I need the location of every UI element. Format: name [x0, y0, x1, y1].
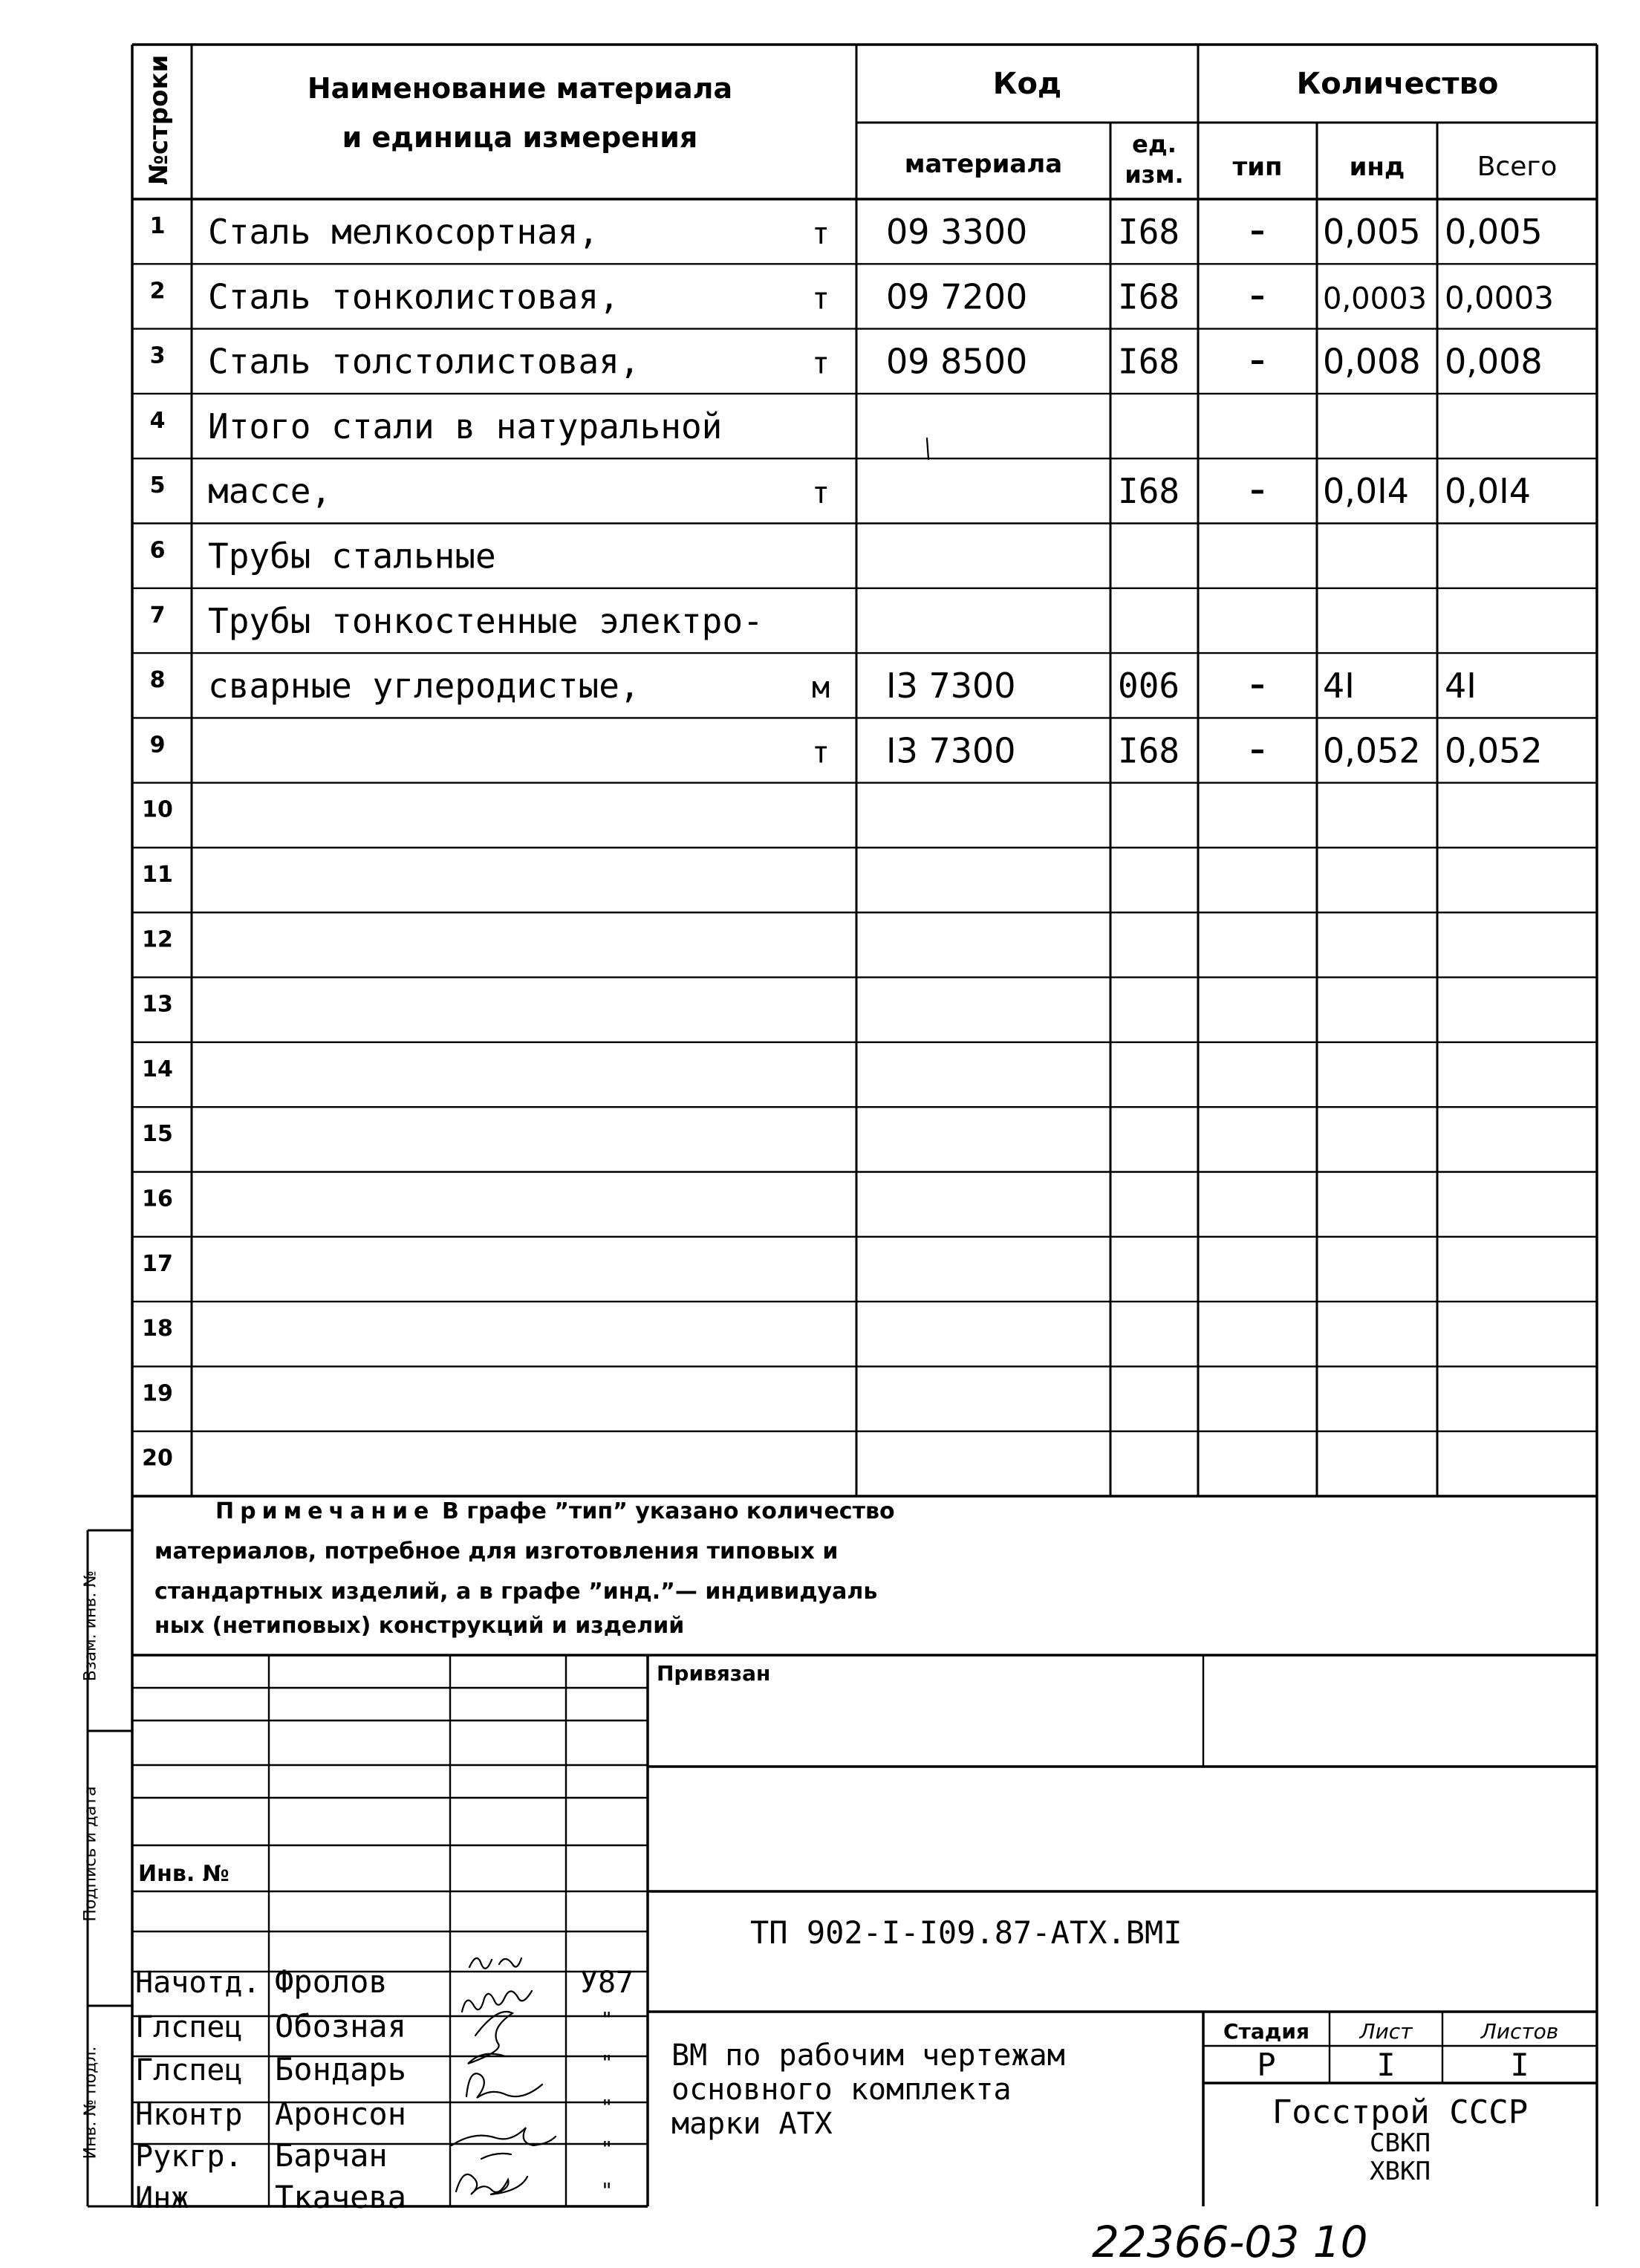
row-number: 3 — [149, 342, 166, 369]
row-number: 19 — [142, 1380, 173, 1407]
row-number: 5 — [149, 472, 166, 499]
row-unit-letter: т — [811, 346, 830, 381]
row-type: – — [1250, 214, 1265, 248]
row-ind: 0,008 — [1323, 341, 1421, 382]
row-ind: 0,0003 — [1323, 282, 1427, 316]
form-texts — [135, 55, 1558, 2264]
note-line-2: материалов, потребное для изготовления типовых и — [154, 1538, 839, 1564]
signature-frolov — [469, 1958, 521, 1969]
row-material-code: 09 7200 — [886, 276, 1028, 317]
stamp-inv-no: Инв. № — [138, 1861, 230, 1887]
row-number: 8 — [149, 667, 166, 694]
row-unit-code: I68 — [1118, 730, 1180, 771]
signature-aronson — [466, 2073, 542, 2098]
stamp-person-date: " — [600, 2007, 614, 2032]
row-number: 15 — [142, 1121, 173, 1148]
row-number: 13 — [142, 991, 173, 1018]
stamp-org-line: Госстрой СССР — [1272, 2093, 1529, 2131]
row-total: 0,0I4 — [1445, 471, 1531, 512]
stamp-person-name: Барчан — [275, 2137, 388, 2174]
stamp-person-date: " — [600, 2095, 614, 2119]
note-line-4: ных (нетиповых) конструкций и изделий — [154, 1613, 685, 1639]
stamp-sheet: I — [1376, 2047, 1396, 2083]
row-material-code: I3 7300 — [886, 730, 1016, 771]
header-ind: инд — [1349, 152, 1405, 182]
row-total: 0,052 — [1445, 730, 1543, 771]
stamp-doc-title-line: марки АТХ — [671, 2107, 833, 2141]
row-unit-letter: т — [811, 476, 830, 511]
row-material-name: Сталь толстолистовая, — [208, 341, 640, 382]
row-unit-code: I68 — [1118, 471, 1180, 512]
row-number: 2 — [149, 278, 166, 305]
row-unit-code: 006 — [1118, 666, 1180, 706]
row-unit-letter: т — [811, 282, 830, 316]
row-material-code: 09 3300 — [886, 212, 1028, 252]
header-material: материала — [904, 149, 1063, 179]
row-number: 16 — [142, 1186, 173, 1212]
stamp-person-role: Рукгр. — [135, 2139, 243, 2174]
stamp-person-date: У87 — [579, 1966, 634, 2000]
stamp-person-name: Бондарь — [275, 2051, 407, 2087]
stamp-person-name: Аронсон — [275, 2096, 407, 2132]
row-material-name: сварные углеродистые, — [208, 666, 640, 706]
row-material-name: Сталь мелкосортная, — [208, 212, 599, 252]
stamp-doc-title-line: ВМ по рабочим чертежам — [671, 2038, 1065, 2073]
row-total: 0,008 — [1445, 341, 1543, 382]
row-unit-code: I68 — [1118, 212, 1180, 252]
row-total: 0,0003 — [1445, 279, 1554, 316]
header-total: Всего — [1477, 152, 1558, 182]
row-type: – — [1250, 343, 1265, 378]
stamp-sheet-label: Лист — [1359, 2019, 1413, 2044]
row-material-code: 09 8500 — [886, 341, 1028, 382]
note-line-3: стандартных изделий, а в графе ”инд.”— индивидуаль — [154, 1579, 878, 1605]
stamp-org-line: ХВКП — [1370, 2157, 1431, 2186]
row-number: 17 — [142, 1250, 173, 1277]
pencil-mark — [927, 438, 928, 459]
row-number: 4 — [149, 407, 166, 434]
stamp-sheets-label: Листов — [1480, 2019, 1559, 2044]
stamp-person-role: Глспец — [135, 2053, 243, 2087]
stamp-doc-title-line: основного комплекта — [671, 2073, 1012, 2107]
header-name-unit: и единица измерения — [342, 121, 698, 154]
row-material-name: Сталь тонколистовая, — [208, 276, 619, 317]
note-title: Примечание — [215, 1498, 435, 1524]
row-material-name: Итого стали в натуральной — [208, 406, 723, 446]
stamp-person-date: " — [600, 2178, 614, 2203]
row-number: 14 — [142, 1056, 173, 1082]
row-unit-letter: т — [811, 217, 830, 251]
row-number: 12 — [142, 926, 173, 953]
stamp-person-name: Фролов — [275, 1963, 388, 2000]
row-number: 1 — [149, 213, 166, 239]
row-number: 6 — [149, 537, 166, 564]
header-unit-2: изм. — [1125, 160, 1184, 189]
row-ind: 0,0I4 — [1323, 471, 1409, 512]
header-name: Наименование материала — [307, 72, 733, 105]
signature-tkacheva — [456, 2174, 527, 2194]
side-label-podpis-data: Подпись и дата — [81, 1786, 100, 1922]
row-material-name: Трубы стальные — [208, 536, 496, 576]
row-ind: 4I — [1323, 666, 1355, 706]
row-number: 7 — [149, 602, 166, 628]
header-row-no: №строки — [144, 54, 174, 185]
row-type: – — [1250, 279, 1265, 313]
note-line-1: В графе ”тип” указано количество — [442, 1498, 895, 1524]
row-total: 0,005 — [1445, 212, 1543, 252]
stamp-person-role: Инж — [135, 2181, 189, 2215]
row-material-name: массе, — [208, 471, 332, 512]
row-number: 9 — [149, 732, 166, 758]
stamp-person-role: Глспец — [135, 2010, 243, 2044]
footer-number: 22366-03 10 — [1092, 2217, 1368, 2264]
signature-oboznaya — [462, 1991, 532, 2012]
row-unit-code: I68 — [1118, 341, 1180, 382]
row-ind: 0,052 — [1323, 730, 1421, 771]
stamp-privyazan: Привязан — [657, 1661, 771, 1686]
header-code: Код — [992, 67, 1062, 101]
row-number: 10 — [142, 796, 173, 823]
stamp-sheets: I — [1510, 2047, 1529, 2083]
row-total: 4I — [1445, 666, 1477, 706]
stamp-stage: Р — [1257, 2047, 1276, 2083]
stamp-stage-label: Стадия — [1223, 2019, 1309, 2044]
row-number: 20 — [142, 1445, 173, 1472]
side-label-vzam-inv: Взам. инв. № — [81, 1570, 100, 1682]
stamp-person-name: Обозная — [275, 2008, 407, 2044]
header-quantity: Количество — [1296, 67, 1499, 101]
stamp-person-name: Ткачева — [275, 2179, 407, 2215]
row-type: – — [1250, 668, 1265, 703]
header-type: тип — [1232, 152, 1283, 182]
header-unit: ед. — [1132, 130, 1177, 158]
row-type: – — [1250, 732, 1265, 767]
row-material-code: I3 7300 — [886, 666, 1016, 706]
stamp-person-date: " — [600, 2050, 614, 2075]
row-number: 18 — [142, 1316, 173, 1342]
stamp-doc-code: ТП 902-I-I09.87-АТХ.ВМI — [750, 1914, 1182, 1951]
row-type: – — [1250, 473, 1265, 508]
row-unit-letter: т — [811, 735, 830, 770]
row-number: 11 — [142, 862, 173, 888]
side-label-inv-podl: Инв. № подл. — [81, 2046, 100, 2160]
row-ind: 0,005 — [1323, 212, 1421, 252]
stamp-org-line: СВКП — [1370, 2128, 1431, 2158]
row-unit-code: I68 — [1118, 276, 1180, 317]
stamp-person-role: Нконтр — [135, 2098, 243, 2132]
stamp-person-date: " — [600, 2137, 614, 2161]
row-material-name: Трубы тонкостенные электро- — [208, 600, 764, 641]
row-unit-letter: м — [811, 671, 830, 706]
stamp-person-role: Начотд. — [135, 1966, 261, 2000]
